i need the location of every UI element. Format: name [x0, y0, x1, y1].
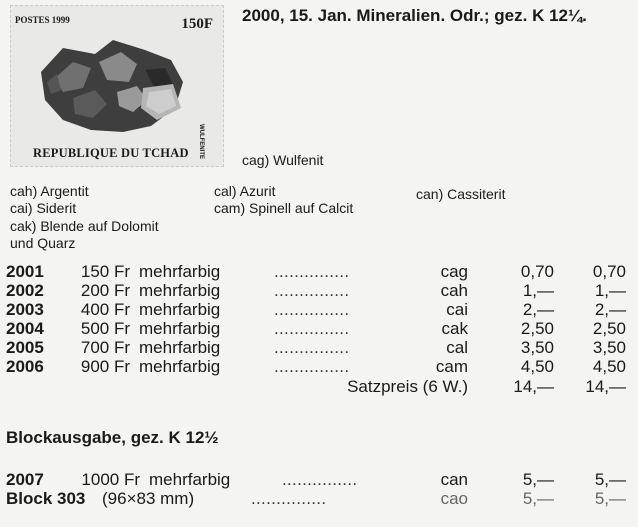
- design-code: cai: [446, 300, 468, 319]
- design-cam: cam) Spinell auf Calcit: [214, 200, 354, 216]
- price-mint: 1,—: [522, 281, 554, 300]
- design-cak: cak) Blende auf Dolomit: [10, 218, 159, 234]
- design-cai: cai) Siderit: [10, 200, 77, 216]
- face-value: 900 Fr: [80, 357, 130, 376]
- color-description: mehrfarbig: [139, 281, 221, 300]
- catalog-number: 2004: [6, 319, 44, 338]
- design-code: cah: [440, 281, 468, 300]
- design-cah: cah) Argentit: [10, 183, 89, 199]
- dot-leader: ...............: [274, 338, 350, 357]
- price-mint: 2,50: [520, 319, 554, 338]
- stamp-country-label: REPUBLIQUE DU TCHAD: [33, 146, 189, 160]
- dot-leader: ...............: [274, 281, 350, 300]
- block-dimensions: (96×83 mm): [102, 489, 195, 508]
- price-mint: 0,70: [520, 262, 554, 281]
- face-value: 500 Fr: [80, 319, 130, 338]
- price-used: 4,50: [592, 357, 626, 376]
- set-price-label: Satzpreis (6 W.): [347, 377, 468, 396]
- catalog-number: 2003: [6, 300, 44, 319]
- design-code: cal: [446, 338, 468, 357]
- face-value: 150 Fr: [80, 262, 130, 281]
- dot-leader: ...............: [274, 262, 350, 281]
- price-used: 3,50: [592, 338, 626, 357]
- block-issue-heading: Blockausgabe, gez. K 12½: [6, 428, 219, 447]
- stamp-caption-label: WULFENITE: [198, 124, 204, 159]
- design-cal: cal) Azurit: [214, 183, 276, 199]
- color-description: mehrfarbig: [139, 300, 221, 319]
- design-code: cak: [441, 319, 468, 338]
- design-code: cao: [440, 489, 468, 508]
- design-can: can) Cassiterit: [416, 186, 506, 202]
- catalog-number: 2006: [6, 357, 44, 376]
- dot-leader: ...............: [282, 470, 358, 489]
- issue-heading: 2000, 15. Jan. Mineralien. Odr.; gez. K 12¼.: [242, 6, 587, 25]
- face-value: 200 Fr: [80, 281, 130, 300]
- mineral-illustration: [33, 34, 203, 142]
- price-used: 2,—: [594, 300, 626, 319]
- price-used: 5,—: [594, 470, 626, 489]
- price-used: 1,—: [594, 281, 626, 300]
- stamp-posts-label: POSTES 1999: [15, 15, 70, 25]
- price-used: 2,50: [592, 319, 626, 338]
- catalog-number: 2001: [6, 262, 44, 281]
- stamp-design-label: cag) Wulfenit: [242, 152, 324, 168]
- face-value: 700 Fr: [80, 338, 130, 357]
- price-mint: 2,—: [522, 300, 554, 319]
- color-description: mehrfarbig: [139, 357, 221, 376]
- design-code: can: [440, 470, 468, 489]
- set-price-used: 14,—: [585, 377, 626, 396]
- stamp-image: [10, 5, 224, 167]
- price-used: 0,70: [592, 262, 626, 281]
- price-mint: 5,—: [522, 489, 554, 508]
- block-number: Block 303: [6, 489, 86, 508]
- color-description: mehrfarbig: [139, 338, 221, 357]
- face-value: 400 Fr: [80, 300, 130, 319]
- catalog-number: 2002: [6, 281, 44, 300]
- catalog-number: 2007: [6, 470, 44, 489]
- design-code: cam: [435, 357, 468, 376]
- dot-leader: ...............: [274, 300, 350, 319]
- stamp-value-label: 150F: [181, 16, 213, 32]
- dot-leader: ...............: [274, 357, 350, 376]
- catalog-number: 2005: [6, 338, 44, 357]
- set-price-mint: 14,—: [513, 377, 554, 396]
- color-description: mehrfarbig: [139, 262, 221, 281]
- price-used: 5,—: [594, 489, 626, 508]
- color-description: mehrfarbig: [149, 470, 231, 489]
- price-mint: 5,—: [522, 470, 554, 489]
- dot-leader: ...............: [251, 489, 327, 508]
- design-cak-continued: und Quarz: [10, 235, 76, 251]
- face-value: 1000 Fr: [81, 470, 140, 489]
- dot-leader: ...............: [274, 319, 350, 338]
- color-description: mehrfarbig: [139, 319, 221, 338]
- price-mint: 3,50: [520, 338, 554, 357]
- design-code: cag: [440, 262, 468, 281]
- price-mint: 4,50: [520, 357, 554, 376]
